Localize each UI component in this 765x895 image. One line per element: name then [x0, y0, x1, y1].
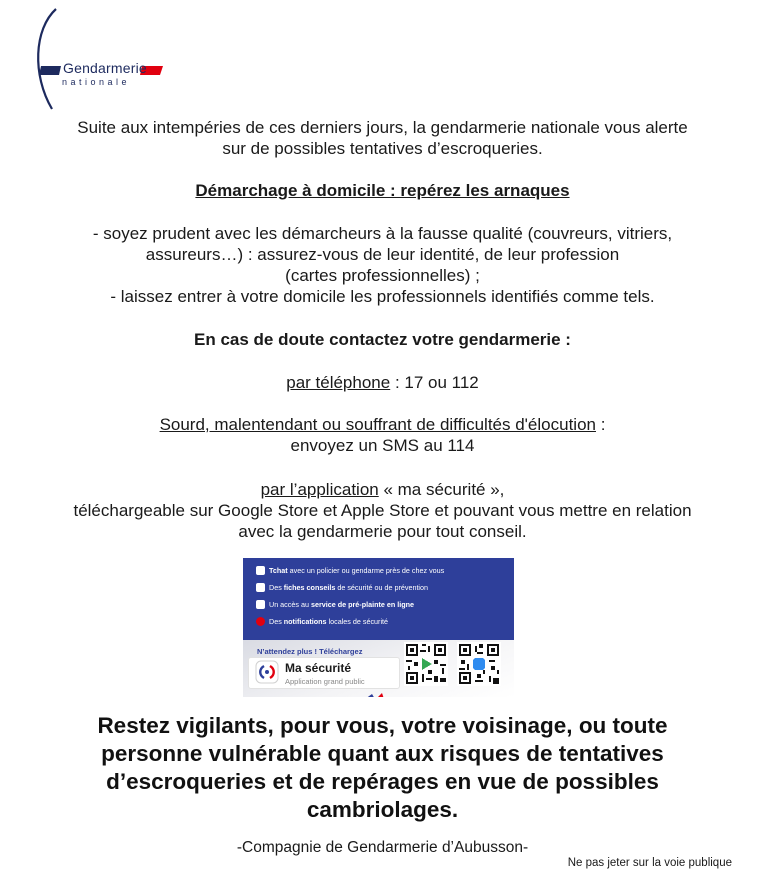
logo-name: Gendarmerie [63, 60, 147, 76]
sms-link: Sourd, malentendant ou souffrant de difficultés d'élocution [159, 415, 596, 434]
feature-complaint: Un accès au service de pré-plainte en ligne [256, 598, 414, 612]
signature: -Compagnie de Gendarmerie d’Aubusson- [236, 839, 529, 856]
google-play-qr-code [404, 642, 448, 686]
warning-line-1: Restez vigilants, pour vous, votre voisinage, ou toute [97, 713, 668, 738]
contact-title: En cas de doute contactez votre gendarmerie : [194, 330, 571, 349]
download-cta: N’attendez plus ! Téléchargez [257, 647, 363, 656]
intro-line-1: Suite aux intempéries de ces derniers jours, la gendarmerie nationale vous alerte [77, 118, 688, 137]
phone-numbers: : 17 ou 112 [390, 373, 479, 392]
chat-icon [256, 566, 265, 575]
warning-line-3: d’escroqueries et de repérages en vue de possibles [106, 769, 659, 794]
app-name-text: « ma sécurité », [378, 480, 505, 499]
intro-line-2: sur de possibles tentatives d’escroqueries. [222, 139, 543, 158]
feature-notifications: Des notifications locales de sécurité [256, 615, 388, 629]
document-icon [256, 583, 265, 592]
app-promo-banner [243, 558, 514, 697]
advice-line-2: assureurs…) : assurez-vous de leur identité, de leur profession [145, 245, 620, 264]
sms-line-1 [0, 414, 765, 435]
advice-line-4: - laissez entrer à votre domicile les professionnels identifiés comme tels. [110, 287, 655, 306]
complaint-icon [256, 600, 265, 609]
sms-line-2: envoyez un SMS au 114 [290, 436, 475, 455]
advice-line-1: - soyez prudent avec les démarcheurs à la fausse qualité (couvreurs, vitriers, [92, 224, 673, 243]
app-title: Ma sécurité [285, 661, 352, 675]
app-logo-icon [255, 660, 279, 684]
app-link: par l’application [260, 480, 379, 499]
french-flag-icon [363, 691, 393, 697]
notification-icon [256, 617, 265, 626]
app-description: Application grand public [285, 677, 365, 686]
warning-line-2: personne vulnérable quant aux risques de tentatives [101, 741, 664, 766]
footer-note: Ne pas jeter sur la voie publique [567, 857, 732, 869]
logo-subtitle: nationale [62, 77, 131, 87]
app-info-line-2: téléchargeable sur Google Store et Apple Store et pouvant vous mettre en relation [73, 501, 692, 520]
feature-advice: Des fiches conseils de sécurité ou de prévention [256, 581, 428, 595]
phone-line [0, 372, 765, 393]
section-title: Démarchage à domicile : repérez les arnaques [195, 181, 570, 200]
app-info-line-3: avec la gendarmerie pour tout conseil. [238, 522, 527, 541]
feature-chat: Tchat avec un policier ou gendarme près de chez vous [256, 564, 444, 578]
warning-line-4: cambriolages. [306, 797, 459, 822]
app-info-line-1 [0, 479, 765, 500]
advice-line-3: (cartes professionnelles) ; [285, 266, 480, 285]
app-store-qr-code [457, 642, 501, 686]
sms-colon: : [595, 415, 606, 434]
phone-link: par téléphone [286, 373, 391, 392]
